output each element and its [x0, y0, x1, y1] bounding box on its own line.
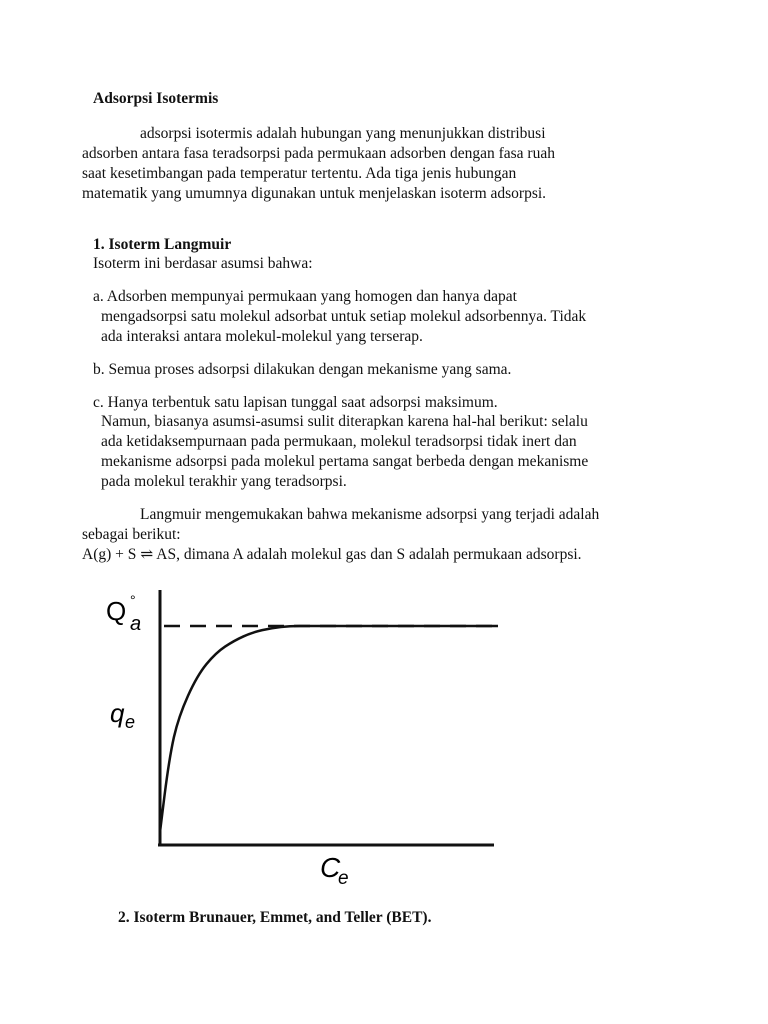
section2-heading: 2. Isoterm Brunauer, Emmet, and Teller (BET).: [118, 909, 432, 926]
note-line: Namun, biasanya asumsi-asumsi sulit diterapkan karena hal-hal berikut: selalu: [101, 413, 588, 430]
equation-line: A(g) + S ⇌ AS, dimana A adalah molekul gas dan S adalah permukaan adsorpsi.: [82, 546, 582, 563]
note-line: pada molekul terakhir yang teradsorpsi.: [101, 473, 347, 490]
qe-label: q: [110, 698, 125, 728]
ce-subscript: e: [338, 868, 349, 889]
item-a-line: a. Adsorben mempunyai permukaan yang homogen dan hanya dapat: [93, 288, 517, 305]
section1-lead: Isoterm ini berdasar asumsi bahwa:: [93, 255, 313, 272]
item-a-line: ada interaksi antara molekul-molekul yang terserap.: [101, 328, 423, 345]
qa-degree: °: [130, 592, 136, 608]
qa-subscript: a: [130, 613, 142, 635]
mechanism-line: Langmuir mengemukakan bahwa mekanisme adsorpsi yang terjadi adalah: [140, 506, 600, 523]
list-item-b: b. Semua proses adsorpsi dilakukan dengan mekanisme yang sama.: [93, 361, 512, 378]
intro-line: matematik yang umumnya digunakan untuk menjelaskan isoterm adsorpsi.: [82, 185, 547, 202]
intro-line: adsorpsi isotermis adalah hubungan yang menunjukkan distribusi: [140, 125, 546, 142]
document-title: Adsorpsi Isotermis: [93, 90, 219, 107]
section1-heading: 1. Isoterm Langmuir: [93, 236, 232, 253]
item-a-line: mengadsorpsi satu molekul adsorbat untuk setiap molekul adsorbennya. Tidak: [101, 308, 587, 325]
ce-label: C: [320, 852, 341, 883]
mechanism-line: sebagai berikut:: [82, 526, 181, 543]
intro-line: adsorben antara fasa teradsorpsi pada permukaan adsorben dengan fasa ruah: [82, 145, 555, 162]
list-item-c: c. Hanya terbentuk satu lapisan tunggal saat adsorpsi maksimum.: [93, 394, 498, 411]
qe-subscript: e: [125, 712, 136, 732]
note-line: mekanisme adsorpsi pada molekul pertama sangat berbeda dengan mekanisme: [101, 453, 589, 470]
note-line: ada ketidaksempurnaan pada permukaan, molekul teradsorpsi tidak inert dan: [101, 433, 577, 450]
intro-line: saat kesetimbangan pada temperatur tertentu. Ada tiga jenis hubungan: [82, 165, 517, 182]
isotherm-curve: [160, 626, 498, 832]
qa-label: Q: [106, 596, 127, 626]
